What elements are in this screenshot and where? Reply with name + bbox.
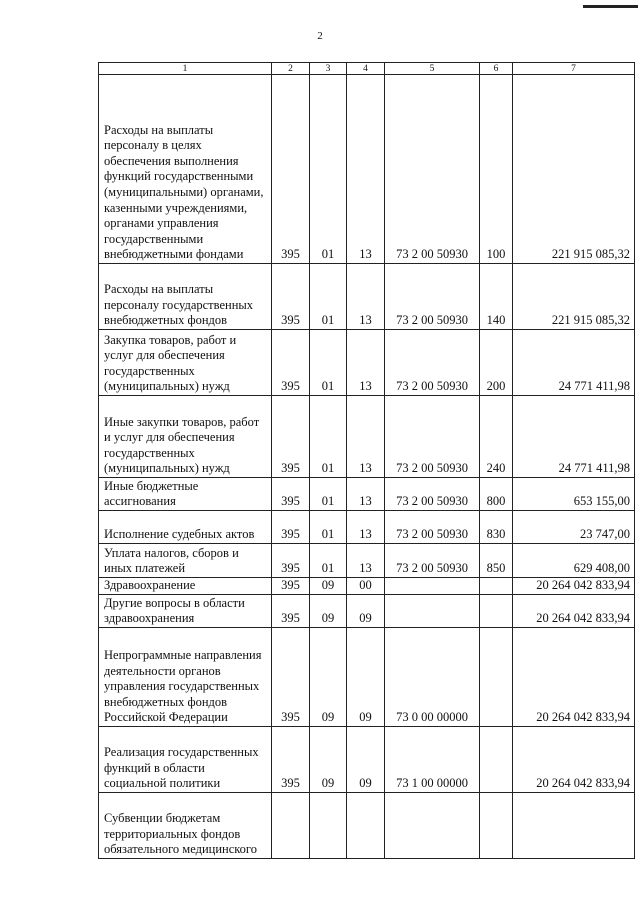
- row-code-2: 395: [272, 578, 310, 595]
- row-code-4: 00: [347, 578, 385, 595]
- row-name: Субвенции бюджетам территориальных фондов обязательного медицинского: [99, 793, 272, 859]
- row-code-3: 01: [310, 264, 347, 330]
- row-code-4: 13: [347, 75, 385, 264]
- row-amount: 20 264 042 833,94: [513, 578, 635, 595]
- row-code-5: 73 2 00 50930: [385, 478, 480, 511]
- budget-table: [98, 62, 635, 859]
- row-code-4: 09: [347, 628, 385, 727]
- row-code-4: 13: [347, 544, 385, 578]
- row-code-3: 09: [310, 578, 347, 595]
- column-header: 1: [99, 63, 272, 75]
- row-amount: [513, 793, 635, 859]
- row-name: Закупка товаров, работ и услуг для обеспечения государственных (муниципальных) нужд: [99, 330, 272, 396]
- page-number: 2: [317, 30, 323, 42]
- column-header: 3: [310, 63, 347, 75]
- row-code-2: 395: [272, 75, 310, 264]
- row-amount: 221 915 085,32: [513, 75, 635, 264]
- row-code-6: 200: [480, 330, 513, 396]
- row-code-6: [480, 793, 513, 859]
- row-code-2: 395: [272, 264, 310, 330]
- table-row: [99, 793, 635, 859]
- table-row: [99, 511, 635, 544]
- table-row: [99, 330, 635, 396]
- row-code-5: 73 1 00 00000: [385, 727, 480, 793]
- table-row: [99, 478, 635, 511]
- scan-edge-mark: [583, 5, 638, 8]
- row-code-3: 01: [310, 75, 347, 264]
- column-header: 4: [347, 63, 385, 75]
- row-name: Реализация государственных функций в области социальной политики: [99, 727, 272, 793]
- table-row: [99, 578, 635, 595]
- table-row: [99, 595, 635, 628]
- row-code-3: [310, 793, 347, 859]
- row-code-3: 09: [310, 727, 347, 793]
- row-code-4: 13: [347, 264, 385, 330]
- row-code-6: 830: [480, 511, 513, 544]
- row-code-2: 395: [272, 727, 310, 793]
- row-code-4: 13: [347, 396, 385, 478]
- row-code-6: [480, 595, 513, 628]
- row-code-3: 09: [310, 595, 347, 628]
- table-row: [99, 727, 635, 793]
- row-name: Уплата налогов, сборов и иных платежей: [99, 544, 272, 578]
- row-amount: 23 747,00: [513, 511, 635, 544]
- row-code-3: 01: [310, 330, 347, 396]
- row-name: Иные бюджетные ассигнования: [99, 478, 272, 511]
- column-header: 6: [480, 63, 513, 75]
- row-name: Расходы на выплаты персоналу в целях обеспечения выполнения функций государственными (муниципальными) органами, казенными учреждениями, органами управления государственными внебюджетными фондами: [99, 75, 272, 264]
- row-code-4: 13: [347, 478, 385, 511]
- row-code-5: 73 2 00 50930: [385, 330, 480, 396]
- row-code-6: 240: [480, 396, 513, 478]
- row-amount: 629 408,00: [513, 544, 635, 578]
- table-row: [99, 75, 635, 264]
- row-amount: 24 771 411,98: [513, 330, 635, 396]
- row-code-2: [272, 793, 310, 859]
- column-header: 2: [272, 63, 310, 75]
- row-code-3: 01: [310, 396, 347, 478]
- row-code-4: 09: [347, 727, 385, 793]
- table-row: [99, 264, 635, 330]
- row-code-4: [347, 793, 385, 859]
- table-row: [99, 396, 635, 478]
- row-code-2: 395: [272, 595, 310, 628]
- row-code-2: 395: [272, 330, 310, 396]
- column-header: 7: [513, 63, 635, 75]
- table-header-row: [99, 63, 635, 75]
- table-row: [99, 628, 635, 727]
- row-code-2: 395: [272, 396, 310, 478]
- row-code-3: 09: [310, 628, 347, 727]
- row-code-4: 09: [347, 595, 385, 628]
- row-code-5: 73 2 00 50930: [385, 396, 480, 478]
- row-amount: 20 264 042 833,94: [513, 628, 635, 727]
- row-code-6: 100: [480, 75, 513, 264]
- row-code-2: 395: [272, 511, 310, 544]
- row-code-3: 01: [310, 544, 347, 578]
- row-code-5: [385, 793, 480, 859]
- table-row: [99, 544, 635, 578]
- row-code-5: 73 2 00 50930: [385, 75, 480, 264]
- row-name: Другие вопросы в области здравоохранения: [99, 595, 272, 628]
- row-amount: 20 264 042 833,94: [513, 727, 635, 793]
- row-code-6: [480, 727, 513, 793]
- column-header: 5: [385, 63, 480, 75]
- row-name: Исполнение судебных актов: [99, 511, 272, 544]
- row-code-5: [385, 595, 480, 628]
- row-name: Расходы на выплаты персоналу государственных внебюджетных фондов: [99, 264, 272, 330]
- row-name: Здравоохранение: [99, 578, 272, 595]
- row-code-2: 395: [272, 628, 310, 727]
- row-amount: 24 771 411,98: [513, 396, 635, 478]
- row-code-3: 01: [310, 511, 347, 544]
- row-code-2: 395: [272, 544, 310, 578]
- row-code-5: 73 2 00 50930: [385, 264, 480, 330]
- row-code-6: [480, 628, 513, 727]
- row-code-5: 73 2 00 50930: [385, 511, 480, 544]
- row-name: Непрограммные направления деятельности органов управления государственных внебюджетных фондов Российской Федерации: [99, 628, 272, 727]
- row-code-5: 73 0 00 00000: [385, 628, 480, 727]
- row-code-5: 73 2 00 50930: [385, 544, 480, 578]
- row-code-2: 395: [272, 478, 310, 511]
- row-amount: 221 915 085,32: [513, 264, 635, 330]
- row-amount: 653 155,00: [513, 478, 635, 511]
- row-code-5: [385, 578, 480, 595]
- row-code-4: 13: [347, 330, 385, 396]
- row-code-6: [480, 578, 513, 595]
- row-code-6: 140: [480, 264, 513, 330]
- row-code-6: 800: [480, 478, 513, 511]
- row-code-3: 01: [310, 478, 347, 511]
- row-name: Иные закупки товаров, работ и услуг для обеспечения государственных (муниципальных) нужд: [99, 396, 272, 478]
- row-code-4: 13: [347, 511, 385, 544]
- row-code-6: 850: [480, 544, 513, 578]
- row-amount: 20 264 042 833,94: [513, 595, 635, 628]
